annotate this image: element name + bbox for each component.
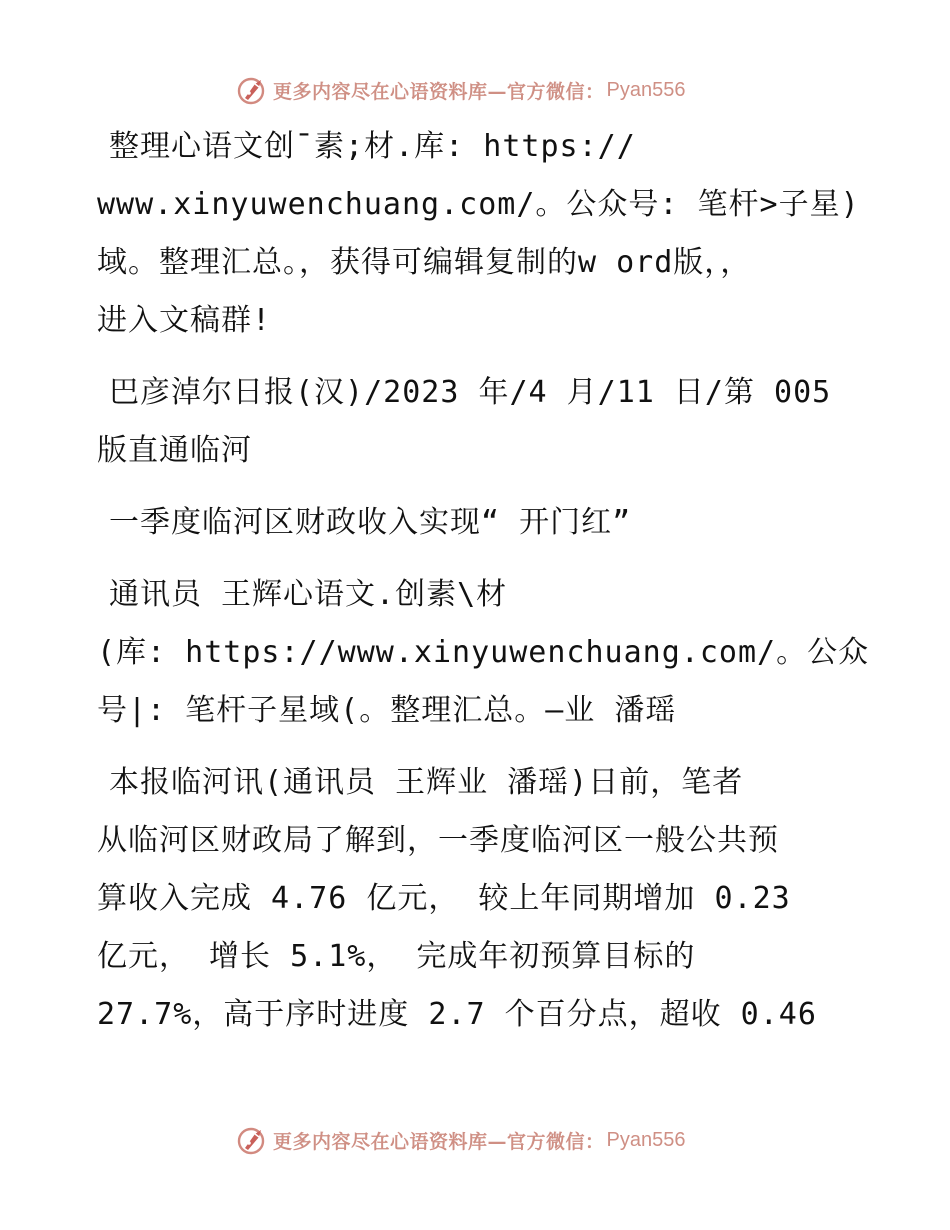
source-line: 版直通临河 bbox=[97, 433, 252, 468]
byline-line: (库: https://www.xinyuwenchuang.com/。公众 bbox=[97, 635, 870, 670]
headline-paragraph bbox=[97, 494, 857, 552]
source-line: 巴彦淖尔日报(汉)/2023 年/4 月/11 日/第 005 bbox=[109, 375, 832, 410]
article-headline: 一季度临河区财政收入实现“ 开门红” bbox=[109, 505, 632, 540]
byline-paragraph bbox=[97, 566, 870, 740]
source-paragraph bbox=[97, 364, 857, 480]
body-line: 本报临河讯(通讯员 王辉业 潘瑶)日前，笔者 bbox=[109, 765, 744, 800]
document-body bbox=[97, 118, 870, 1058]
byline-line: 通讯员 王辉心语文.创素\材 bbox=[109, 577, 508, 612]
pen-nib-logo-icon bbox=[236, 1124, 268, 1156]
article-body-paragraph bbox=[97, 754, 857, 1044]
body-line: 亿元， 增长 5.1%， 完成年初预算目标的 bbox=[97, 939, 696, 974]
body-line: 从临河区财政局了解到，一季度临河区一般公共预 bbox=[97, 823, 779, 858]
watermark-wechat-id: Pyan556 bbox=[606, 1128, 686, 1151]
watermark-text: 更多内容尽在心语资料库—官方微信： bbox=[273, 1130, 605, 1153]
intro-line: www.xinyuwenchuang.com/。公众号: 笔杆>子星) bbox=[97, 187, 860, 222]
intro-paragraph bbox=[97, 118, 860, 350]
watermark-text: 更多内容尽在心语资料库—官方微信： bbox=[273, 80, 605, 103]
header-watermark bbox=[236, 73, 685, 107]
pen-nib-logo-icon bbox=[236, 74, 268, 106]
body-line: 算收入完成 4.76 亿元， 较上年同期增加 0.23 bbox=[97, 881, 791, 916]
footer-watermark bbox=[236, 1123, 685, 1157]
intro-line: 域。整理汇总。，获得可编辑复制的w ord版，， bbox=[97, 245, 752, 280]
watermark-wechat-id: Pyan556 bbox=[606, 78, 686, 101]
byline-line: 号|: 笔杆子星域(。整理汇总。—业 潘瑶 bbox=[97, 693, 677, 728]
body-line: 27.7%，高于序时进度 2.7 个百分点，超收 0.46 bbox=[97, 997, 817, 1032]
intro-line: 整理心语文创¯素;材.库: https:// bbox=[109, 129, 636, 164]
intro-line: 进入文稿群! bbox=[97, 303, 272, 338]
